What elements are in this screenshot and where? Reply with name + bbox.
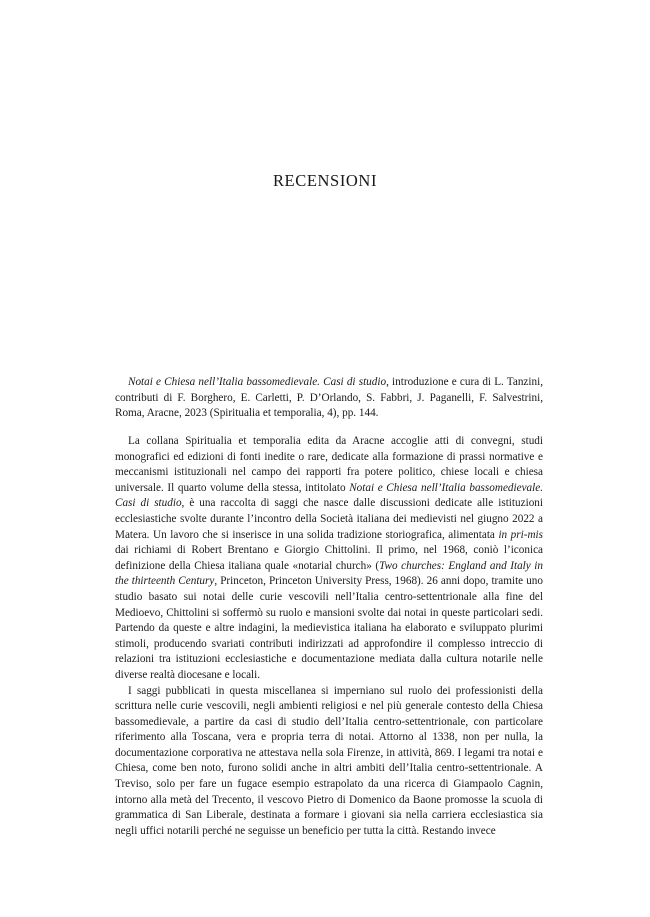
italic-title: Two churches: England and Italy in the thirteenth Century xyxy=(115,559,543,588)
italic-phrase: in pri-mis xyxy=(498,528,543,541)
book-citation xyxy=(115,375,543,422)
paragraph-text: La collana Spiritualia et temporalia edita da Aracne accoglie atti di convegni, studi monografici ed edizioni di fonti inedite o rare, dedicate alla formazione di prassi normative e meccanismi istituzionali nel campo dei rapporti fra potere politico, chiese locali e chiesa universale. Il quarto volume della stessa, intitolato xyxy=(115,435,543,494)
review-paragraph-2: I saggi pubblicati in questa miscellanea si imperniano sul ruolo dei professionisti della scrittura nelle curie vescovili, negli ambienti religiosi e nel più generale contesto della Chiesa bassomedievale, a partire da casi di studio dell’Italia centro-settentrionale, con particolare riferimento alla Toscana, vera e propria terra di notai. Attorno al 1338, non per nulla, la documentazione corporativa ne attestava nella sola Firenze, in attività, 869. I legami tra notai e Chiesa, come ben noto, furono solidi anche in altri ambiti dell’Italia centro-settentrionale. A Treviso, solo per fare un fugace esempio estrapolato da una ricerca di Giampaolo Cagnin, intorno alla metà del Trecento, il vescovo Pietro di Domenico da Baone promosse la scuola di grammatica di San Liberale, destinata a formare i giovani sia nella carriera ecclesiastica sia negli uffici notarili perché ne seguisse un beneficio per tutta la città. Restando invece xyxy=(115,684,543,837)
review-paragraph-1 xyxy=(115,434,543,684)
paragraph-text: dai richiami di Robert Brentano e Giorgio Chittolini. Il primo, nel 1968, coniò l’iconica definizione della Chiesa italiana quale «notarial church» ( xyxy=(115,544,543,572)
book-title: Notai e Chiesa nell’Italia bassomedievale. Casi di studio xyxy=(128,376,387,388)
review-body xyxy=(115,434,543,839)
citation-details: , introduzione e cura di L. Tanzini, contributi di F. Borghero, E. Carletti, P. D’Orlando, S. Fabbri, J. Paganelli, F. Salvestrini, Roma, Aracne, 2023 (Spiritualia et temporalia, 4), pp. 144. xyxy=(115,376,543,420)
section-heading: RECENSIONI xyxy=(272,171,378,190)
citation-paragraph xyxy=(115,375,543,422)
paragraph-text: , Princeton, Princeton University Press, 1968). 26 anni dopo, tramite uno studio basato sui notai delle curie vescovili nell’Italia centro-settentrionale alla fine del Medioevo, Chittolini si soffermò su ruolo e mansioni svolte dai notai in queste particolari sedi. Partendo da queste e altre indagini, la medievistica italiana ha elaborato e sviluppato plurimi stimoli, producendo svariati contributi indirizzati ad approfondire il complesso intreccio di relazioni tra istituzioni ecclesiastiche e documentazione mediata dalla cultura notarile nelle diverse realtà diocesane e locali. xyxy=(115,575,543,681)
paragraph-text: , è una raccolta di saggi che nasce dalle discussioni dedicate alle istituzioni ecclesiastiche svolte durante l’incontro della Società italiana dei medievisti nel giugno 2022 a Matera. Un lavoro che si inserisce in una solida tradizione storiografica, alimentata xyxy=(115,497,543,541)
italic-title: Notai e Chiesa nell’Italia bassomedievale. Casi di studio xyxy=(115,481,544,510)
